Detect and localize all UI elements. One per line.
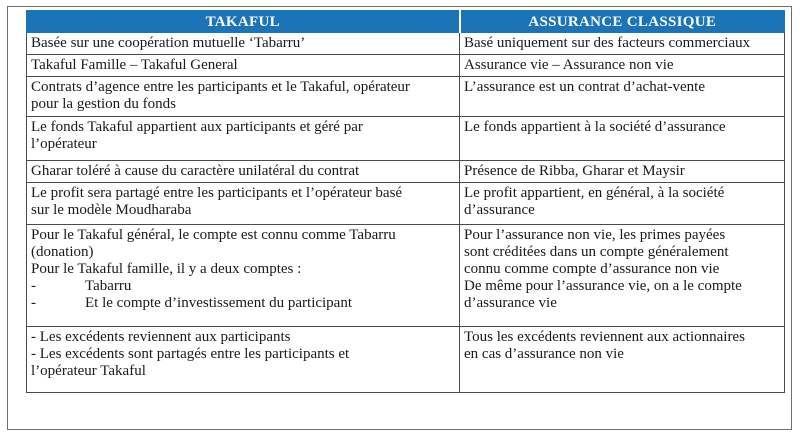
cell-text: l’opérateur Takaful	[31, 363, 146, 379]
cell-text: Présence de Ribba, Gharar et Maysir	[464, 163, 685, 179]
list-item-text: Tabarru	[85, 278, 132, 294]
cell-text: Pour le Takaful famille, il y a deux comptes :	[31, 261, 302, 277]
cell-assurance	[460, 225, 785, 327]
table-row	[27, 77, 785, 117]
cell-takaful	[27, 77, 460, 117]
cell-text: Gharar toléré à cause du caractère unilatéral du contrat	[31, 163, 360, 179]
cell-assurance	[460, 327, 785, 393]
cell-assurance	[460, 161, 785, 183]
list-item	[31, 278, 455, 295]
cell-text: connu comme compte d’assurance non vie	[464, 261, 720, 277]
bullet-dash: -	[31, 295, 36, 311]
cell-assurance	[460, 77, 785, 117]
cell-text: Takaful Famille – Takaful General	[31, 57, 238, 73]
list-item-text: Et le compte d’investissement du participant	[85, 295, 353, 311]
cell-assurance	[460, 117, 785, 161]
list-item	[31, 295, 455, 312]
cell-assurance	[460, 183, 785, 225]
cell-takaful	[27, 33, 460, 55]
bullet-dash: -	[31, 278, 36, 294]
cell-text: - Les excédents reviennent aux participants	[31, 329, 291, 345]
table-row	[27, 33, 785, 55]
cell-text: (donation)	[31, 244, 94, 260]
cell-text: Assurance vie – Assurance non vie	[464, 57, 674, 73]
cell-takaful	[27, 55, 460, 77]
cell-text: l’opérateur	[31, 136, 97, 152]
cell-takaful	[27, 225, 460, 327]
table-row	[27, 327, 785, 393]
cell-text: Tous les excédents reviennent aux actionnaires	[464, 329, 745, 345]
cell-text: en cas d’assurance non vie	[464, 346, 624, 362]
cell-text: Pour l’assurance non vie, les primes payées	[464, 227, 726, 243]
cell-text: De même pour l’assurance vie, on a le compte	[464, 278, 742, 294]
header-takaful: TAKAFUL	[27, 11, 460, 33]
cell-text: L’assurance est un contrat d’achat-vente	[464, 79, 706, 95]
cell-text: Basée sur une coopération mutuelle ‘Tabarru’	[31, 35, 306, 51]
cell-text: Le profit appartient, en général, à la société	[464, 185, 725, 201]
cell-text: pour la gestion du fonds	[31, 96, 176, 112]
cell-assurance	[460, 55, 785, 77]
cell-assurance	[460, 33, 785, 55]
cell-text: sont créditées dans un compte généralement	[464, 244, 729, 260]
cell-text: d’assurance	[464, 202, 535, 218]
cell-takaful	[27, 327, 460, 393]
cell-text: - Les excédents sont partagés entre les participants et	[31, 346, 350, 362]
cell-text: Le fonds Takaful appartient aux participants et géré par	[31, 119, 363, 135]
cell-text: Le fonds appartient à la société d’assurance	[464, 119, 726, 135]
table-header-row	[27, 11, 785, 33]
cell-text: sur le modèle Moudharaba	[31, 202, 192, 218]
cell-takaful	[27, 161, 460, 183]
table-row	[27, 55, 785, 77]
cell-text: Contrats d’agence entre les participants et le Takaful, opérateur	[31, 79, 410, 95]
cell-takaful	[27, 117, 460, 161]
table-row	[27, 161, 785, 183]
cell-text: d’assurance vie	[464, 295, 557, 311]
cell-text: Le profit sera partagé entre les participants et l’opérateur basé	[31, 185, 403, 201]
comparison-table	[26, 10, 785, 393]
header-assurance-classique: ASSURANCE CLASSIQUE	[460, 11, 785, 33]
table-row	[27, 117, 785, 161]
cell-text: Basé uniquement sur des facteurs commerciaux	[464, 35, 751, 51]
cell-takaful	[27, 183, 460, 225]
table-row	[27, 225, 785, 327]
cell-text: Pour le Takaful général, le compte est connu comme Tabarru	[31, 227, 396, 243]
table-row	[27, 183, 785, 225]
